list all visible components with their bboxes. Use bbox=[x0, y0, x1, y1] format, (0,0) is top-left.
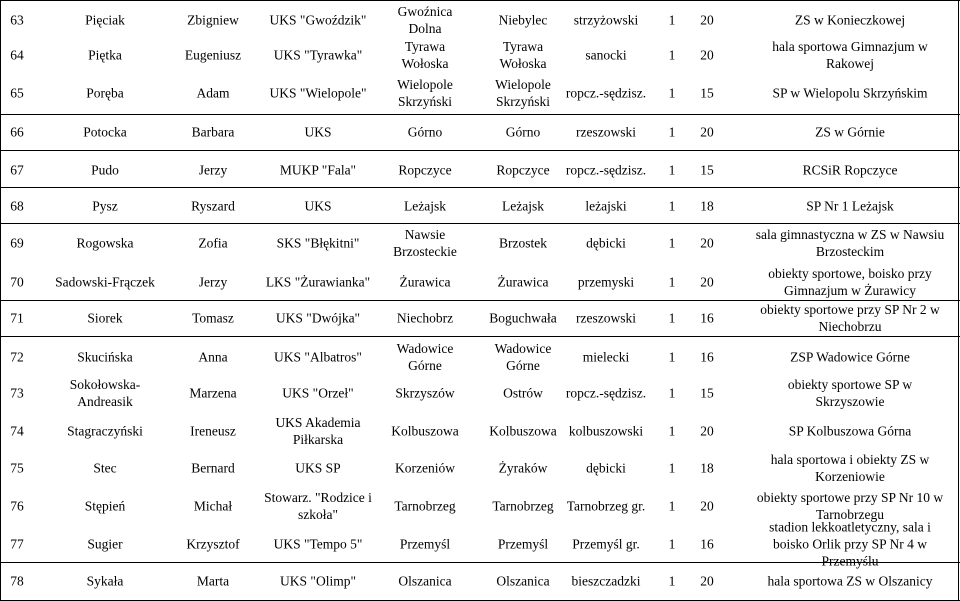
cell-obiekt: RCSiR Ropczyce bbox=[802, 162, 898, 178]
cell-grupa: 1 bbox=[668, 460, 676, 476]
cell-gmina: Żyraków bbox=[498, 460, 548, 476]
cell-grupa: 1 bbox=[668, 573, 676, 589]
cell-wiek: 16 bbox=[700, 349, 714, 365]
cell-imie: Adam bbox=[196, 85, 230, 101]
cell-obiekt: sala gimnastyczna w ZS w Nawsiu Brzosteckim bbox=[755, 227, 945, 259]
cell-wiek: 20 bbox=[700, 274, 714, 290]
cell-miejscowosc: Kolbuszowa bbox=[391, 423, 459, 439]
cell-nazwisko: Pięciak bbox=[85, 12, 125, 28]
cell-powiat: strzyżowski bbox=[573, 12, 639, 28]
cell-grupa: 1 bbox=[668, 235, 676, 251]
cell-obiekt: stadion lekkoatletyczny, sala i boisko Orlik przy SP Nr 4 w Przemyślu bbox=[769, 519, 931, 569]
cell-powiat: Tarnobrzeg gr. bbox=[566, 498, 646, 514]
cell-obiekt: obiekty sportowe, boisko przy Gimnazjum w Żurawicy bbox=[768, 266, 932, 298]
cell-lp: 71 bbox=[10, 310, 24, 326]
cell-wiek: 18 bbox=[700, 460, 714, 476]
cell-miejscowosc: Gwoźnica Dolna bbox=[397, 4, 453, 36]
grid-line bbox=[0, 150, 960, 151]
cell-obiekt: ZSP Wadowice Górne bbox=[790, 349, 910, 365]
cell-imie: Jerzy bbox=[198, 162, 228, 178]
cell-obiekt: ZS w Konieczkowej bbox=[794, 12, 906, 28]
cell-wiek: 15 bbox=[700, 162, 714, 178]
cell-miejscowosc: Olszanica bbox=[398, 573, 452, 589]
cell-wiek: 16 bbox=[700, 310, 714, 326]
cell-klub: UKS "Albatros" bbox=[274, 349, 362, 365]
cell-powiat: mielecki bbox=[582, 349, 630, 365]
cell-miejscowosc: Żurawica bbox=[399, 274, 451, 290]
cell-nazwisko: Sadowski-Frączek bbox=[55, 274, 155, 290]
cell-wiek: 20 bbox=[700, 47, 714, 63]
cell-nazwisko: Stec bbox=[93, 460, 117, 476]
cell-nazwisko: Potocka bbox=[83, 124, 127, 140]
cell-klub: UKS "Tempo 5" bbox=[273, 536, 363, 552]
cell-imie: Ireneusz bbox=[190, 423, 236, 439]
cell-obiekt: obiekty sportowe SP w Skrzyszowie bbox=[787, 377, 913, 409]
cell-wiek: 20 bbox=[700, 423, 714, 439]
cell-nazwisko: Pysz bbox=[92, 198, 118, 214]
cell-nazwisko: Sugier bbox=[87, 536, 123, 552]
cell-obiekt: SP w Wielopolu Skrzyńskim bbox=[772, 85, 928, 101]
cell-powiat: leżajski bbox=[585, 198, 627, 214]
cell-klub: Stowarz. "Rodzice i szkoła" bbox=[264, 490, 372, 522]
cell-gmina: Kolbuszowa bbox=[489, 423, 557, 439]
cell-wiek: 20 bbox=[700, 235, 714, 251]
cell-powiat: ropcz.-sędzisz. bbox=[565, 162, 647, 178]
cell-wiek: 15 bbox=[700, 85, 714, 101]
cell-lp: 78 bbox=[10, 573, 24, 589]
cell-klub: UKS "Tyrawka" bbox=[273, 47, 363, 63]
cell-imie: Zbigniew bbox=[187, 12, 239, 28]
cell-wiek: 18 bbox=[700, 198, 714, 214]
cell-imie: Marzena bbox=[189, 385, 237, 401]
cell-grupa: 1 bbox=[668, 274, 676, 290]
cell-wiek: 20 bbox=[700, 124, 714, 140]
cell-powiat: ropcz.-sędzisz. bbox=[565, 385, 647, 401]
cell-miejscowosc: Leżajsk bbox=[404, 198, 446, 214]
cell-imie: Zofia bbox=[198, 235, 228, 251]
cell-grupa: 1 bbox=[668, 12, 676, 28]
cell-gmina: Brzostek bbox=[499, 235, 547, 251]
cell-grupa: 1 bbox=[668, 124, 676, 140]
cell-nazwisko: Stagraczyński bbox=[67, 423, 143, 439]
cell-imie: Krzysztof bbox=[186, 536, 240, 552]
cell-gmina: Leżajsk bbox=[502, 198, 544, 214]
cell-klub: UKS "Wielopole" bbox=[269, 85, 367, 101]
grid-line bbox=[0, 187, 960, 188]
cell-imie: Jerzy bbox=[198, 274, 228, 290]
cell-miejscowosc: Górno bbox=[407, 124, 443, 140]
cell-klub: UKS bbox=[304, 124, 332, 140]
cell-nazwisko: Siorek bbox=[87, 310, 123, 326]
cell-powiat: dębicki bbox=[586, 235, 626, 251]
cell-miejscowosc: Korzeniów bbox=[395, 460, 455, 476]
cell-grupa: 1 bbox=[668, 162, 676, 178]
cell-grupa: 1 bbox=[668, 85, 676, 101]
cell-lp: 64 bbox=[10, 47, 24, 63]
cell-miejscowosc: Ropczyce bbox=[398, 162, 452, 178]
cell-grupa: 1 bbox=[668, 349, 676, 365]
cell-wiek: 15 bbox=[700, 385, 714, 401]
cell-grupa: 1 bbox=[668, 310, 676, 326]
cell-klub: LKS "Żurawianka" bbox=[265, 274, 371, 290]
cell-lp: 77 bbox=[10, 536, 24, 552]
cell-grupa: 1 bbox=[668, 385, 676, 401]
cell-gmina: Wielopole Skrzyński bbox=[495, 77, 551, 109]
cell-klub: MUKP "Fala" bbox=[279, 162, 357, 178]
cell-powiat: przemyski bbox=[577, 274, 635, 290]
cell-nazwisko: Poręba bbox=[86, 85, 124, 101]
cell-obiekt: hala sportowa Gimnazjum w Rakowej bbox=[772, 39, 928, 71]
cell-klub: UKS Akademia Piłkarska bbox=[275, 415, 361, 447]
cell-powiat: kolbuszowski bbox=[568, 423, 644, 439]
cell-lp: 68 bbox=[10, 198, 24, 214]
cell-lp: 69 bbox=[10, 235, 24, 251]
cell-grupa: 1 bbox=[668, 536, 676, 552]
cell-powiat: sanocki bbox=[585, 47, 627, 63]
cell-powiat: dębicki bbox=[586, 460, 626, 476]
cell-lp: 75 bbox=[10, 460, 24, 476]
cell-grupa: 1 bbox=[668, 423, 676, 439]
cell-imie: Michał bbox=[193, 498, 233, 514]
cell-obiekt: obiekty sportowe przy SP Nr 10 w Tarnobrzegu bbox=[756, 490, 944, 522]
cell-klub: UKS bbox=[304, 198, 332, 214]
cell-lp: 65 bbox=[10, 85, 24, 101]
cell-lp: 72 bbox=[10, 349, 24, 365]
cell-nazwisko: Rogowska bbox=[76, 235, 134, 251]
cell-obiekt: obiekty sportowe przy SP Nr 2 w Niechobrzu bbox=[760, 302, 940, 334]
cell-obiekt: hala sportowa ZS w Olszanicy bbox=[767, 573, 933, 589]
cell-wiek: 20 bbox=[700, 12, 714, 28]
cell-wiek: 20 bbox=[700, 498, 714, 514]
cell-klub: UKS "Gwoździk" bbox=[269, 12, 367, 28]
cell-wiek: 16 bbox=[700, 536, 714, 552]
cell-miejscowosc: Nawsie Brzosteckie bbox=[393, 227, 457, 259]
cell-imie: Barbara bbox=[191, 124, 235, 140]
cell-miejscowosc: Tarnobrzeg bbox=[394, 498, 456, 514]
cell-imie: Tomasz bbox=[192, 310, 234, 326]
cell-lp: 70 bbox=[10, 274, 24, 290]
cell-grupa: 1 bbox=[668, 198, 676, 214]
cell-imie: Ryszard bbox=[191, 198, 235, 214]
grid-line bbox=[0, 336, 960, 337]
cell-nazwisko: Sykała bbox=[86, 573, 124, 589]
cell-nazwisko: Sokołowska-Andreasik bbox=[69, 377, 141, 409]
cell-miejscowosc: Niechobrz bbox=[396, 310, 454, 326]
cell-powiat: bieszczadzki bbox=[571, 573, 641, 589]
cell-obiekt: SP Nr 1 Leżajsk bbox=[806, 198, 894, 214]
cell-gmina: Przemyśl bbox=[497, 536, 549, 552]
cell-klub: UKS "Dwójka" bbox=[275, 310, 361, 326]
cell-nazwisko: Skucińska bbox=[77, 349, 133, 365]
cell-gmina: Olszanica bbox=[496, 573, 550, 589]
cell-miejscowosc: Skrzyszów bbox=[395, 385, 455, 401]
cell-miejscowosc: Tyrawa Wołoska bbox=[401, 39, 449, 71]
cell-obiekt: hala sportowa i obiekty ZS w Korzeniowie bbox=[770, 452, 930, 484]
cell-gmina: Tyrawa Wołoska bbox=[499, 39, 547, 71]
cell-obiekt: SP Kolbuszowa Górna bbox=[788, 423, 912, 439]
cell-klub: UKS "Orzeł" bbox=[282, 385, 354, 401]
cell-nazwisko: Pudo bbox=[91, 162, 119, 178]
cell-lp: 66 bbox=[10, 124, 24, 140]
cell-klub: SKS "Błękitni" bbox=[276, 235, 360, 251]
cell-powiat: Przemyśl gr. bbox=[572, 536, 640, 552]
cell-klub: UKS SP bbox=[295, 460, 341, 476]
cell-lp: 74 bbox=[10, 423, 24, 439]
cell-miejscowosc: Wielopole Skrzyński bbox=[397, 77, 453, 109]
cell-gmina: Ropczyce bbox=[496, 162, 550, 178]
cell-gmina: Boguchwała bbox=[489, 310, 557, 326]
cell-grupa: 1 bbox=[668, 47, 676, 63]
cell-lp: 67 bbox=[10, 162, 24, 178]
cell-imie: Anna bbox=[198, 349, 228, 365]
cell-grupa: 1 bbox=[668, 498, 676, 514]
cell-gmina: Żurawica bbox=[497, 274, 549, 290]
cell-lp: 63 bbox=[10, 12, 24, 28]
cell-lp: 73 bbox=[10, 385, 24, 401]
cell-wiek: 20 bbox=[700, 573, 714, 589]
cell-lp: 76 bbox=[10, 498, 24, 514]
cell-gmina: Wadowice Górne bbox=[494, 341, 552, 373]
cell-gmina: Tarnobrzeg bbox=[492, 498, 554, 514]
cell-powiat: ropcz.-sędzisz. bbox=[565, 85, 647, 101]
cell-miejscowosc: Przemyśl bbox=[399, 536, 451, 552]
cell-nazwisko: Stępień bbox=[84, 498, 126, 514]
cell-gmina: Ostrów bbox=[503, 385, 543, 401]
cell-imie: Eugeniusz bbox=[184, 47, 242, 63]
cell-powiat: rzeszowski bbox=[576, 124, 636, 140]
cell-imie: Bernard bbox=[191, 460, 235, 476]
cell-nazwisko: Piętka bbox=[88, 47, 122, 63]
cell-imie: Marta bbox=[196, 573, 230, 589]
grid-line bbox=[0, 114, 960, 115]
cell-obiekt: ZS w Górnie bbox=[815, 124, 885, 140]
cell-powiat: rzeszowski bbox=[576, 310, 636, 326]
grid-line bbox=[0, 223, 960, 224]
cell-gmina: Niebylec bbox=[498, 12, 548, 28]
grid-line bbox=[0, 0, 960, 1]
cell-klub: UKS "Olimp" bbox=[280, 573, 356, 589]
cell-gmina: Górno bbox=[505, 124, 541, 140]
cell-miejscowosc: Wadowice Górne bbox=[396, 341, 454, 373]
